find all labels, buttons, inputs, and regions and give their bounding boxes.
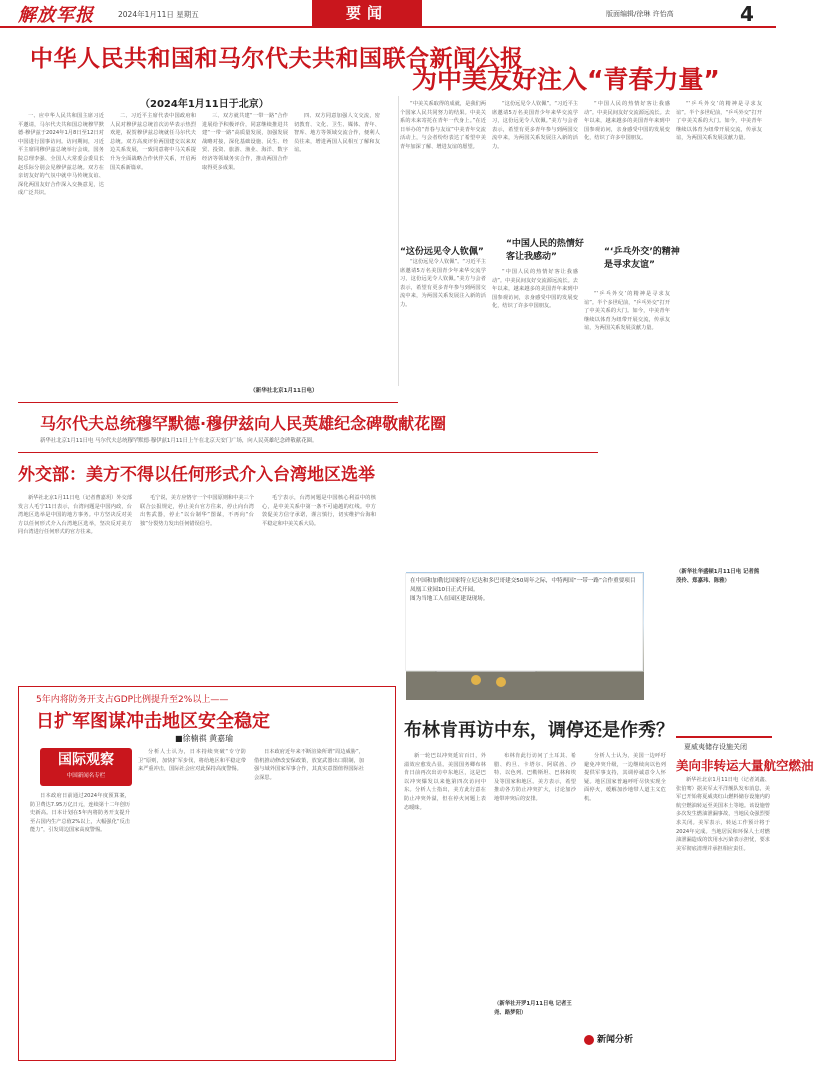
taiwan-col-2: 毛宁说，美方应恪守一个中国原则和中美三个联合公报规定，停止美台官方往来，停止向台湾出售武器，停止“以台制华”图谋，不再向“台独”分裂势力发出任何错误信号。 <box>140 495 254 527</box>
brief-kicker: 夏威夷储存设施关闭 <box>684 743 747 751</box>
blinken-byline: （新华社开罗1月11日电 记者王尧、路梦阳） <box>494 1001 572 1016</box>
communique-byline: （新华社北京1月11日电） <box>250 388 318 394</box>
youth-subhead-2: “中国人民的热情好客让我感动” <box>506 239 584 262</box>
communique-dateline: （2024年1月11日于北京） <box>140 99 269 110</box>
youth-col-4: “中国人民的热情好客让我感动”。中美民间友好交流源远流长。去年以来，越来越多的美国青年来到中国参观访问，亲身感受中国的发展变化，结识了许多中国朋友。 <box>492 269 578 310</box>
youth-col-6: “‘乒乓外交’的精神是寻求友谊”。半个多世纪前，“乒乓外交”打开了中美关系的大门。如今，中美青年继续以体育为纽带开展交流，传承友谊，为两国关系发展贡献力量。 <box>676 101 762 142</box>
youth-col-1: “中美关系取得的成就，是我们两个国家人民共同努力的结果。中美关系的未来寄托在青年一代身上。”在近日举办的“青春与友谊”中美青年交流活动上，与会者纷纷表达了希望中美青年加深了解、增进友谊的愿望。 <box>400 101 486 150</box>
communique-col-4: 四、双方同意加强人文交流，密切教育、文化、卫生、媒体、青年、智库、地方等领域交流合作，便利人员往来，增进两国人民相互了解和友谊。 <box>294 113 380 154</box>
youth-col-7: “‘乒乓外交’的精神是寻求友谊”。半个多世纪前，“乒乓外交”打开了中美关系的大门。如今，中美青年继续以体育为纽带开展交流，传承友谊，为两国关系发展贡献力量。 <box>584 291 670 332</box>
divider <box>18 402 398 403</box>
youth-title: 为中美友好注入“青春力量” <box>412 65 720 94</box>
taiwan-col-1: 新华社北京1月11日电（记者曹嘉玥）外交部发言人毛宁11日表示，台湾问题是中国内政，台湾地区选举是中国的地方事务。中方坚决反对美方以任何形式介入台湾地区选举，坚决反对美方同台湾进行任何形式的官方往来。 <box>18 495 132 536</box>
blinken-title: 布林肯再访中东，调停还是作秀？ <box>404 720 674 741</box>
feature-byline: ■徐楠祺 黄嘉瑜 <box>175 734 234 743</box>
wreath-title: 马尔代夫总统穆罕默德·穆伊兹向人民英雄纪念碑敬献花圈 <box>40 414 447 433</box>
communique-col-3: 三、双方就共建“一带一路”合作进展给予积极评价，同意继续推进共建“一带一路”高质量发展，加强发展战略对接，深化基础设施、民生、经贸、投资、旅游、渔业、海洋、数字经济等领域务实合作，推动两国合作取得更多成果。 <box>202 113 288 171</box>
column-tag-sub: 中国新闻名专栏 <box>66 773 106 779</box>
divider <box>18 452 598 453</box>
youth-subhead-1: “这份远见令人钦佩” <box>400 247 484 257</box>
column-tag: 国际观察 <box>58 752 114 768</box>
blinken-col-3: 分析人士认为，美国一边呼吁避免冲突升级，一边继续向以色列提供军事支持，其调停诚意令人怀疑。地区国家普遍呼吁尽快实现全面停火，缓解加沙地带人道主义危机。 <box>584 753 666 802</box>
section-title: 要闻 <box>312 0 422 26</box>
issue-date: 2024年1月11日 星期五 <box>118 10 199 19</box>
communique-col-2: 二、习近平主席代表中国政府和人民对穆伊兹总统首次访华表示热烈欢迎，祝贺穆伊兹总统就任马尔代夫总统。双方高度评价两国建交以来双边关系发展，一致同意将中马关系提升为全面战略合作伙伴关系，开启两国关系新篇章。 <box>110 113 196 171</box>
feature-kicker: 5年内将防务开支占GDP比例提升至2%以上—— <box>36 695 229 705</box>
blinken-col-2: 布林肯此行访问了土耳其、希腊、约旦、卡塔尔、阿联酋、沙特、以色列、巴勒斯坦、巴林和埃及等国家和地区。美方表示，希望推动各方防止冲突扩大，讨论加沙地带冲突后的安排。 <box>494 753 576 802</box>
news-analysis-icon <box>584 1035 594 1045</box>
youth-byline: （新华社华盛顿1月11日电 记者熊茂伶、郑嘉玮、陈雅） <box>676 569 760 584</box>
page-number: 4 <box>740 2 754 26</box>
communique-title: 中华人民共和国和马尔代夫共和国联合新闻公报 <box>30 46 524 72</box>
divider <box>676 736 772 738</box>
youth-col-5: “中国人民的热情好客让我感动”。中美民间友好交流源远流长。去年以来，越来越多的美国青年来到中国参观访问，亲身感受中国的发展变化，结识了许多中国朋友。 <box>584 101 670 142</box>
column-tag-badge <box>40 748 132 786</box>
wreath-text: 新华社北京1月11日电 马尔代夫总统穆罕默德·穆伊兹1月11日上午在北京天安门广场，向人民英雄纪念碑敬献花圈。 <box>40 438 318 444</box>
feature-col-2: 分析人士认为，日本持续突破“专守防卫”原则，加快扩军步伐，将给地区和平稳定带来严重冲击，国际社会应对此保持高度警惕。 <box>138 749 246 773</box>
analysis-tag-label: 新闻分析 <box>597 1035 634 1045</box>
blinken-col-1: 新一轮巴以冲突延宕百日，外溢效应愈发凸显。美国国务卿布林肯日前再次出访中东地区，这是巴以冲突爆发以来他第四次访问中东。分析人士指出，美方此行意在防止冲突外溢，但在停火问题上表态暧昧。 <box>404 753 486 811</box>
newspaper-logo: 解放军报 <box>18 5 94 26</box>
youth-col-3: “这份远见令人钦佩”。“习近平主席邀请5万名美国青少年来华交流学习，这份远见令人钦佩。”美方与会者表示，希望有更多青年参与到两国交流中来，为两国关系发展注入新的活力。 <box>492 101 578 150</box>
communique-col-1: 一、应中华人民共和国主席习近平邀请，马尔代夫共和国总统穆罕默德·穆伊兹于2024年1月8日至12日对中国进行国事访问。访问期间，习近平主席同穆伊兹总统举行会谈，国务院总理李强、全国人大常委会委员长赵乐际分别会见穆伊兹总统。双方在亲切友好的气氛中就中马传统友谊、深化两国友好合作深入交换意见，达成广泛共识。 <box>18 113 104 197</box>
youth-subhead-3: “‘乒乓外交’的精神是寻求友谊” <box>604 247 680 270</box>
feature-col-3: 日本政府近年来不断渲染所谓“周边威胁”，借机推动修改安保政策，放宽武器出口限制，加强与域外国家军事合作，其真实意图值得国际社会深思。 <box>254 749 364 781</box>
analysis-tag <box>584 1032 633 1045</box>
brief-text: 新华社北京1月11日电（记者刘鑫、张伯骞）据美军太平洋舰队发布消息，美军已开始将夏威夷红山燃料储存设施内的航空燃油转运至美国本土等地。该设施曾多次发生燃油泄漏事故，当地民众强烈要求关闭。美军表示，转运工作预计将于2024年完成。当地居民和环保人士对燃油泄漏造成的饮用水污染表示担忧，要求美军彻底清理并承担相应责任。 <box>676 777 770 852</box>
feature-col-1: 日本政府日前通过2024年度预算案，防卫费达7.95万亿日元，连续第十二年创历史新高。日本计划在5年内将防务开支提升至占国内生产总值2%以上，大幅强化“反击能力”，引发周边国家高度警惕。 <box>30 793 130 834</box>
page-editors: 版面编辑/徐琳 许怡高 <box>606 10 674 18</box>
column-rule <box>398 96 399 386</box>
feature-title: 日扩军图谋冲击地区安全稳定 <box>36 711 270 732</box>
brief-title: 美向非转运大量航空燃油 <box>676 758 814 773</box>
youth-col-2: “这份远见令人钦佩”。“习近平主席邀请5万名美国青少年来华交流学习，这份远见令人钦佩。”美方与会者表示，希望有更多青年参与到两国交流中来，为两国关系发展注入新的活力。 <box>400 259 486 308</box>
taiwan-title: 外交部：美方不得以任何形式介入台湾地区选举 <box>18 465 375 485</box>
photo-caption: 在中国和加勒比国家特立尼达和多巴哥建交50周年之际，中特两国“一带一路”合作重要项目凤凰工业园10日正式开园。 图为当地工人在园区建设现场。 <box>406 574 642 670</box>
taiwan-col-3: 毛宁表示，台湾问题是中国核心利益中的核心，是中美关系中第一条不可逾越的红线。中方敦促美方信守承诺，谨言慎行，切实维护台海和平稳定和中美关系大局。 <box>262 495 376 527</box>
